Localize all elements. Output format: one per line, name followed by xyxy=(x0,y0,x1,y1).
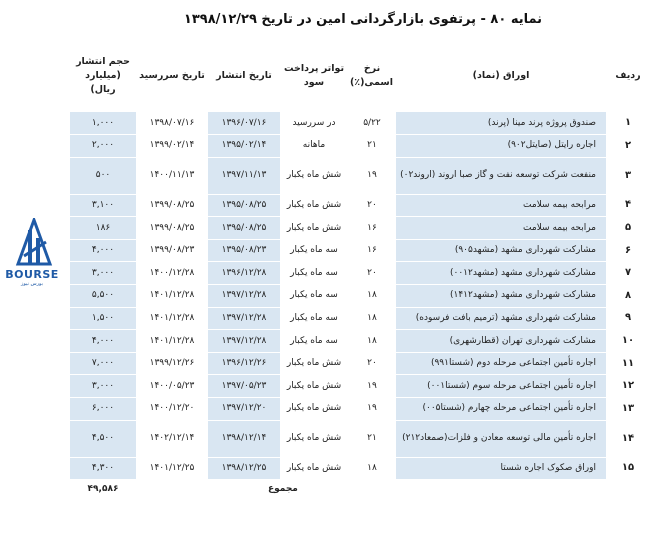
cell-issue-volume: ۱۸۶ xyxy=(70,217,136,240)
total-label: مجموع xyxy=(268,483,298,494)
page-title: نمایه ۸۰ - پرتفوی بازارگردانی امین در تاریخ ۱۳۹۸/۱۲/۲۹ xyxy=(183,12,543,27)
cell-nominal-rate: ۱۸ xyxy=(367,290,377,301)
table-row xyxy=(70,217,650,240)
cell-payment-frequency: سه ماه یکبار xyxy=(290,313,338,324)
cell-payment-frequency: شش ماه یکبار xyxy=(286,358,342,369)
table-row xyxy=(70,330,650,353)
cell-maturity-date: ۱۴۰۰/۱۲/۲۸ xyxy=(149,267,195,278)
cell-payment-frequency: شش ماه یکبار xyxy=(286,200,342,211)
cell-security-name: اجاره تأمین مالی توسعه معادن و فلزات(صمعاد۲۱۲) xyxy=(396,420,606,457)
cell-nominal-rate: ۱۸ xyxy=(367,463,377,474)
cell-maturity-date: ۱۴۰۲/۱۲/۱۴ xyxy=(149,433,195,444)
portfolio-table-wrapper xyxy=(70,40,650,498)
cell-security-name: اجاره تأمین اجتماعی مرحله چهارم (شستا۰۰۵) xyxy=(396,398,606,421)
cell-row-number: ۱ xyxy=(624,117,632,129)
table-header-row xyxy=(70,40,650,112)
cell-issue-volume: ۳,۰۰۰ xyxy=(70,262,136,285)
cell-security-name: صندوق پروژه پرند مینا (پرند) xyxy=(396,112,606,135)
cell-row-number: ۳ xyxy=(624,169,632,181)
table-row xyxy=(70,157,650,194)
cell-payment-frequency: شش ماه یکبار xyxy=(286,170,342,181)
cell-issue-date: ۱۳۹۷/۰۵/۲۳ xyxy=(208,375,280,398)
cell-row-number: ۵ xyxy=(624,222,632,234)
cell-security-name: اوراق صکوک اجاره شستا xyxy=(396,457,606,480)
cell-issue-volume: ۳,۰۰۰ xyxy=(70,375,136,398)
cell-issue-date: ۱۳۹۵/۰۸/۲۳ xyxy=(208,239,280,262)
cell-row-number: ۱۴ xyxy=(621,432,635,444)
cell-issue-date: ۱۳۹۶/۱۲/۲۸ xyxy=(208,262,280,285)
header-maturity-date: تاریخ سررسید xyxy=(139,69,205,81)
cell-security-name: اجاره تأمین اجتماعی مرحله سوم (شستا۰۰۱) xyxy=(396,375,606,398)
cell-issue-volume: ۱,۰۰۰ xyxy=(70,112,136,135)
cell-issue-volume: ۱,۵۰۰ xyxy=(70,307,136,330)
table-row xyxy=(70,239,650,262)
cell-nominal-rate: ۱۸ xyxy=(367,313,377,324)
cell-row-number: ۱۲ xyxy=(621,380,635,392)
cell-nominal-rate: ۲۰ xyxy=(367,358,377,369)
header-security-name: اوراق (نماد) xyxy=(472,69,530,81)
header-issue-volume: حجم انتشار (میلیارد ریال) xyxy=(76,55,130,96)
cell-row-number: ۱۱ xyxy=(621,357,635,369)
portfolio-table xyxy=(70,40,650,498)
cell-row-number: ۱۳ xyxy=(621,402,635,414)
cell-maturity-date: ۱۳۹۹/۰۲/۱۴ xyxy=(149,140,195,151)
cell-issue-volume: ۴,۰۰۰ xyxy=(70,330,136,353)
cell-issue-date: ۱۳۹۵/۰۲/۱۴ xyxy=(208,135,280,158)
cell-issue-date: ۱۳۹۶/۰۷/۱۶ xyxy=(208,112,280,135)
cell-maturity-date: ۱۴۰۱/۱۲/۲۸ xyxy=(149,313,195,324)
cell-security-name: مشارکت شهرداری تهران (قطارشهری) xyxy=(396,330,606,353)
table-row xyxy=(70,352,650,375)
table-body xyxy=(70,112,650,480)
cell-issue-date: ۱۳۹۸/۱۲/۲۵ xyxy=(208,457,280,480)
header-row-number: ردیف xyxy=(615,69,641,81)
cell-maturity-date: ۱۳۹۹/۰۸/۲۵ xyxy=(149,222,195,233)
cell-issue-date: ۱۳۹۷/۱۱/۱۳ xyxy=(208,157,280,194)
cell-issue-date: ۱۳۹۷/۱۲/۲۸ xyxy=(208,285,280,308)
cell-maturity-date: ۱۳۹۹/۰۸/۲۵ xyxy=(149,200,195,211)
table-row xyxy=(70,420,650,457)
cell-issue-date: ۱۳۹۷/۱۲/۲۰ xyxy=(208,398,280,421)
cell-issue-volume: ۷,۰۰۰ xyxy=(70,352,136,375)
cell-payment-frequency: سه ماه یکبار xyxy=(290,290,338,301)
cell-payment-frequency: سه ماه یکبار xyxy=(290,335,338,346)
cell-maturity-date: ۱۴۰۰/۰۵/۲۳ xyxy=(149,380,195,391)
cell-row-number: ۶ xyxy=(624,244,632,256)
bourse-logo-subtext: بورس نیوز xyxy=(21,281,43,287)
bourse-logo-text: BOURSE xyxy=(5,268,59,281)
total-volume: ۴۹,۵۸۶ xyxy=(87,483,119,494)
cell-nominal-rate: ۱۸ xyxy=(367,335,377,346)
cell-nominal-rate: ۲۰ xyxy=(367,200,377,211)
cell-nominal-rate: ۲۰ xyxy=(367,267,377,278)
cell-issue-volume: ۴,۳۰۰ xyxy=(70,457,136,480)
cell-payment-frequency: سه ماه یکبار xyxy=(290,267,338,278)
cell-issue-date: ۱۳۹۵/۰۸/۲۵ xyxy=(208,194,280,217)
cell-security-name: منفعت شرکت توسعه نفت و گاز صبا اروند (اروند۰۲) xyxy=(396,157,606,194)
table-row xyxy=(70,285,650,308)
cell-row-number: ۱۵ xyxy=(621,462,635,474)
cell-nominal-rate: ۱۹ xyxy=(367,380,377,391)
cell-issue-date: ۱۳۹۷/۱۲/۲۸ xyxy=(208,330,280,353)
cell-payment-frequency: در سررسید xyxy=(292,117,336,128)
total-row xyxy=(70,480,650,498)
table-row xyxy=(70,307,650,330)
cell-nominal-rate: ۱۹ xyxy=(367,403,377,414)
cell-maturity-date: ۱۳۹۹/۱۲/۲۶ xyxy=(149,358,195,369)
cell-row-number: ۷ xyxy=(624,267,632,279)
cell-row-number: ۱۰ xyxy=(621,335,635,347)
cell-payment-frequency: شش ماه یکبار xyxy=(286,433,342,444)
cell-issue-volume: ۵۰۰ xyxy=(70,157,136,194)
cell-security-name: مشارکت شهرداری مشهد (ترمیم بافت فرسوده) xyxy=(396,307,606,330)
cell-issue-volume: ۶,۰۰۰ xyxy=(70,398,136,421)
cell-payment-frequency: سه ماه یکبار xyxy=(290,245,338,256)
cell-maturity-date: ۱۴۰۱/۱۲/۲۵ xyxy=(149,463,195,474)
cell-issue-date: ۱۳۹۷/۱۲/۲۸ xyxy=(208,307,280,330)
cell-nominal-rate: ۲۱ xyxy=(367,140,377,151)
cell-security-name: مشارکت شهرداری مشهد (مشهد۱۴۱۲) xyxy=(396,285,606,308)
cell-payment-frequency: شش ماه یکبار xyxy=(286,380,342,391)
cell-nominal-rate: ۱۶ xyxy=(367,222,377,233)
cell-payment-frequency: شش ماه یکبار xyxy=(286,403,342,414)
cell-payment-frequency: شش ماه یکبار xyxy=(286,222,342,233)
header-issue-date: تاریخ انتشار xyxy=(216,69,272,81)
table-row xyxy=(70,262,650,285)
cell-payment-frequency: شش ماه یکبار xyxy=(286,463,342,474)
cell-maturity-date: ۱۴۰۱/۱۲/۲۸ xyxy=(149,335,195,346)
cell-row-number: ۹ xyxy=(624,312,632,324)
cell-nominal-rate: ۵/۲۲ xyxy=(363,117,381,128)
cell-maturity-date: ۱۳۹۹/۰۸/۲۳ xyxy=(149,245,195,256)
cell-row-number: ۴ xyxy=(624,199,632,211)
table-row xyxy=(70,375,650,398)
cell-nominal-rate: ۱۹ xyxy=(367,170,377,181)
cell-issue-date: ۱۳۹۸/۱۲/۱۴ xyxy=(208,420,280,457)
cell-nominal-rate: ۲۱ xyxy=(367,433,377,444)
cell-issue-volume: ۴,۵۰۰ xyxy=(70,420,136,457)
cell-maturity-date: ۱۴۰۰/۱۲/۲۰ xyxy=(149,403,195,414)
cell-maturity-date: ۱۴۰۱/۱۲/۲۸ xyxy=(149,290,195,301)
cell-row-number: ۸ xyxy=(624,289,632,301)
cell-issue-volume: ۲,۰۰۰ xyxy=(70,135,136,158)
header-payment-frequency: تواتر پرداخت سود xyxy=(283,62,345,88)
cell-nominal-rate: ۱۶ xyxy=(367,245,377,256)
cell-security-name: مشارکت شهرداری مشهد (مشهد۰۰۱۲) xyxy=(396,262,606,285)
cell-issue-volume: ۵,۵۰۰ xyxy=(70,285,136,308)
cell-row-number: ۲ xyxy=(624,139,632,151)
bourse-logo xyxy=(6,218,62,308)
cell-security-name: مرابحه بیمه سلامت xyxy=(396,217,606,240)
cell-maturity-date: ۱۴۰۰/۱۱/۱۳ xyxy=(149,170,195,181)
bourse-logo-icon xyxy=(6,218,62,266)
cell-security-name: اجاره تأمین اجتماعی مرحله دوم (شستا۹۹۱) xyxy=(396,352,606,375)
cell-issue-date: ۱۳۹۵/۰۸/۲۵ xyxy=(208,217,280,240)
table-row xyxy=(70,457,650,480)
table-row xyxy=(70,112,650,135)
cell-issue-volume: ۴,۰۰۰ xyxy=(70,239,136,262)
header-nominal-rate: نرخ اسمی(٪) xyxy=(349,62,393,88)
cell-security-name: اجاره رایتل (صایتل۹۰۲) xyxy=(396,135,606,158)
table-row xyxy=(70,135,650,158)
table-row xyxy=(70,194,650,217)
cell-issue-volume: ۳,۱۰۰ xyxy=(70,194,136,217)
cell-issue-date: ۱۳۹۶/۱۲/۲۶ xyxy=(208,352,280,375)
cell-payment-frequency: ماهانه xyxy=(302,140,326,151)
table-row xyxy=(70,398,650,421)
cell-security-name: مشارکت شهرداری مشهد (مشهد۹۰۵) xyxy=(396,239,606,262)
cell-maturity-date: ۱۳۹۸/۰۷/۱۶ xyxy=(149,117,195,128)
cell-security-name: مرابحه بیمه سلامت xyxy=(396,194,606,217)
